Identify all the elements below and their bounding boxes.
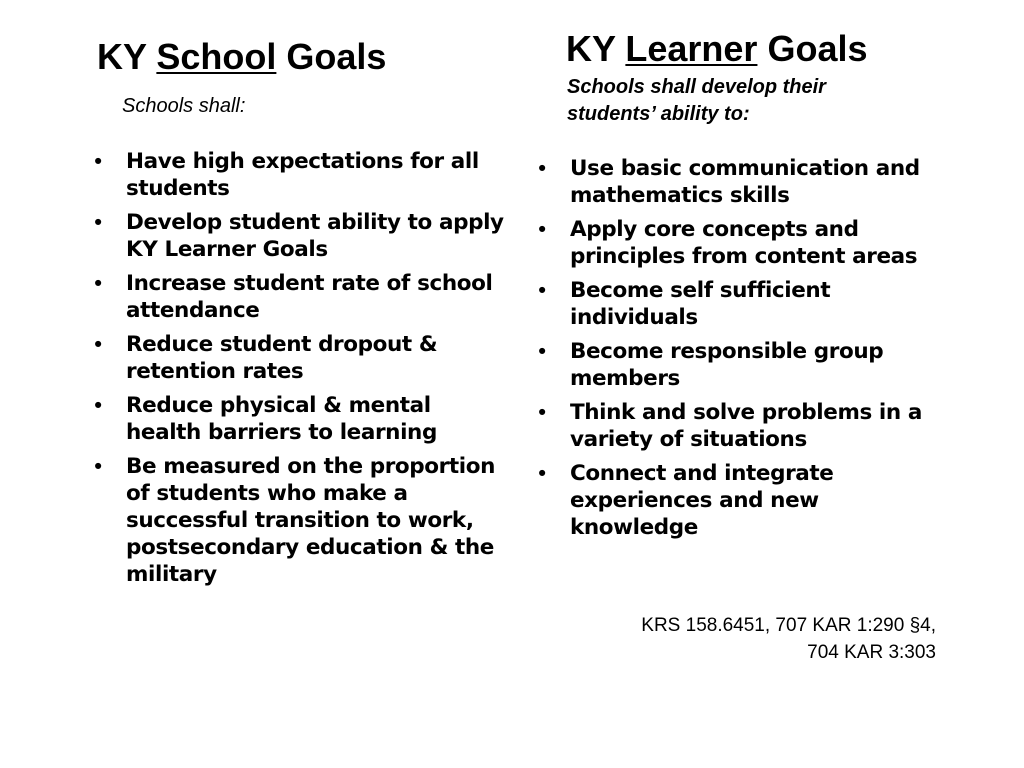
bullet-icon: •: [94, 149, 102, 173]
statute-reference-line-1: KRS 158.6451, 707 KAR 1:290 §4,: [641, 615, 936, 636]
list-item-text: Think and solve problems in a variety of situations: [570, 400, 923, 452]
list-item-text: Develop student ability to apply KY Learner Goals: [126, 210, 504, 262]
list-item: [88, 392, 508, 446]
list-item-text: Increase student rate of school attendance: [126, 271, 493, 323]
list-item: [88, 209, 508, 263]
learner-goals-title: [566, 29, 868, 69]
list-item-text: Have high expectations for all students: [126, 149, 479, 201]
bullet-icon: •: [538, 156, 546, 180]
bullet-icon: •: [94, 271, 102, 295]
school-goals-title-suffix: Goals: [286, 36, 387, 77]
school-goals-list: [88, 148, 508, 595]
bullet-icon: •: [94, 332, 102, 356]
bullet-icon: •: [94, 393, 102, 417]
bullet-icon: •: [538, 217, 546, 241]
list-item: [532, 399, 952, 453]
bullet-icon: •: [538, 461, 546, 485]
bullet-icon: •: [538, 400, 546, 424]
list-item-text: Reduce physical & mental health barriers to learning: [126, 393, 437, 445]
learner-goals-title-suffix: Goals: [767, 28, 868, 69]
learner-goals-list: [532, 155, 952, 548]
list-item: [532, 216, 952, 270]
list-item: [88, 453, 508, 588]
bullet-icon: •: [538, 339, 546, 363]
learner-goals-subtitle: Schools shall develop their students’ ability to:: [567, 76, 826, 125]
list-item: [88, 331, 508, 385]
list-item: [532, 460, 952, 541]
school-goals-title-emphasis: School: [156, 36, 277, 77]
bullet-icon: •: [94, 210, 102, 234]
list-item-text: Become self sufficient individuals: [570, 278, 831, 330]
learner-goals-title-prefix: KY: [566, 28, 616, 69]
list-item: [88, 270, 508, 324]
school-goals-title: [97, 37, 386, 77]
list-item-text: Use basic communication and mathematics skills: [570, 156, 920, 208]
list-item-text: Be measured on the proportion of students who make a successful transition to work, postsecondary education & the military: [126, 454, 495, 587]
list-item-text: Become responsible group members: [570, 339, 884, 391]
list-item-text: Connect and integrate experiences and new knowledge: [570, 461, 834, 540]
statute-reference-line-2: 704 KAR 3:303: [807, 642, 936, 663]
bullet-icon: •: [538, 278, 546, 302]
list-item: [532, 338, 952, 392]
list-item: [532, 155, 952, 209]
statute-reference: [560, 612, 936, 666]
list-item: [532, 277, 952, 331]
school-goals-title-prefix: KY: [97, 36, 147, 77]
learner-goals-title-emphasis: Learner: [625, 28, 758, 69]
school-goals-subtitle: Schools shall:: [122, 95, 246, 117]
bullet-icon: •: [94, 454, 102, 478]
list-item: [88, 148, 508, 202]
list-item-text: Reduce student dropout & retention rates: [126, 332, 438, 384]
list-item-text: Apply core concepts and principles from content areas: [570, 217, 918, 269]
